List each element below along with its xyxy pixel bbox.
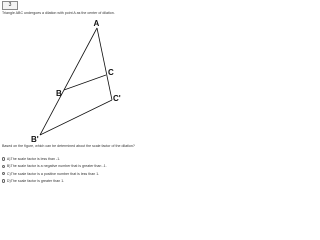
vertex-label-c: C <box>108 68 114 77</box>
radio-button[interactable] <box>2 165 5 168</box>
vertex-label-a: A <box>93 19 100 28</box>
segment-bprime-cprime <box>40 100 112 135</box>
question-text: Based on the figure, which can be determined about the scale factor of the dilation? <box>2 144 135 148</box>
choice-text: The scale factor is a negative number that is greater than -1. <box>10 164 107 169</box>
choice-c[interactable]: C ) The scale factor is a positive number that is less than 1. <box>2 171 198 177</box>
choice-d[interactable]: D ) The scale factor is greater than 1. <box>2 178 198 184</box>
vertex-label-bprime: B' <box>31 135 39 144</box>
choice-a[interactable]: A ) The scale factor is less than -1. <box>2 156 198 162</box>
choice-letter: A <box>6 157 10 161</box>
radio-button[interactable] <box>2 179 5 182</box>
vertex-label-b: B <box>56 89 62 98</box>
choice-text: The scale factor is greater than 1. <box>10 179 65 184</box>
segment-a-cprime <box>97 28 112 100</box>
choice-letter: C <box>6 171 10 176</box>
choice-b[interactable]: B ) The scale factor is a negative number that is greater than -1. <box>2 163 198 169</box>
question-prompt: Triangle ABC undergoes a dilation with point A as the center of dilation. <box>2 11 115 15</box>
radio-button[interactable] <box>2 172 5 175</box>
question-number-badge: 3 <box>2 1 18 10</box>
choice-text: The scale factor is a positive number that is less than 1. <box>10 171 100 176</box>
answer-choices <box>2 156 198 186</box>
choice-letter: B <box>6 164 10 169</box>
choice-letter: D <box>6 179 10 184</box>
vertex-label-cprime: C' <box>113 94 121 103</box>
choice-text: The scale factor is less than -1. <box>10 157 61 161</box>
segment-b-c <box>64 75 106 90</box>
radio-button[interactable] <box>2 157 5 160</box>
